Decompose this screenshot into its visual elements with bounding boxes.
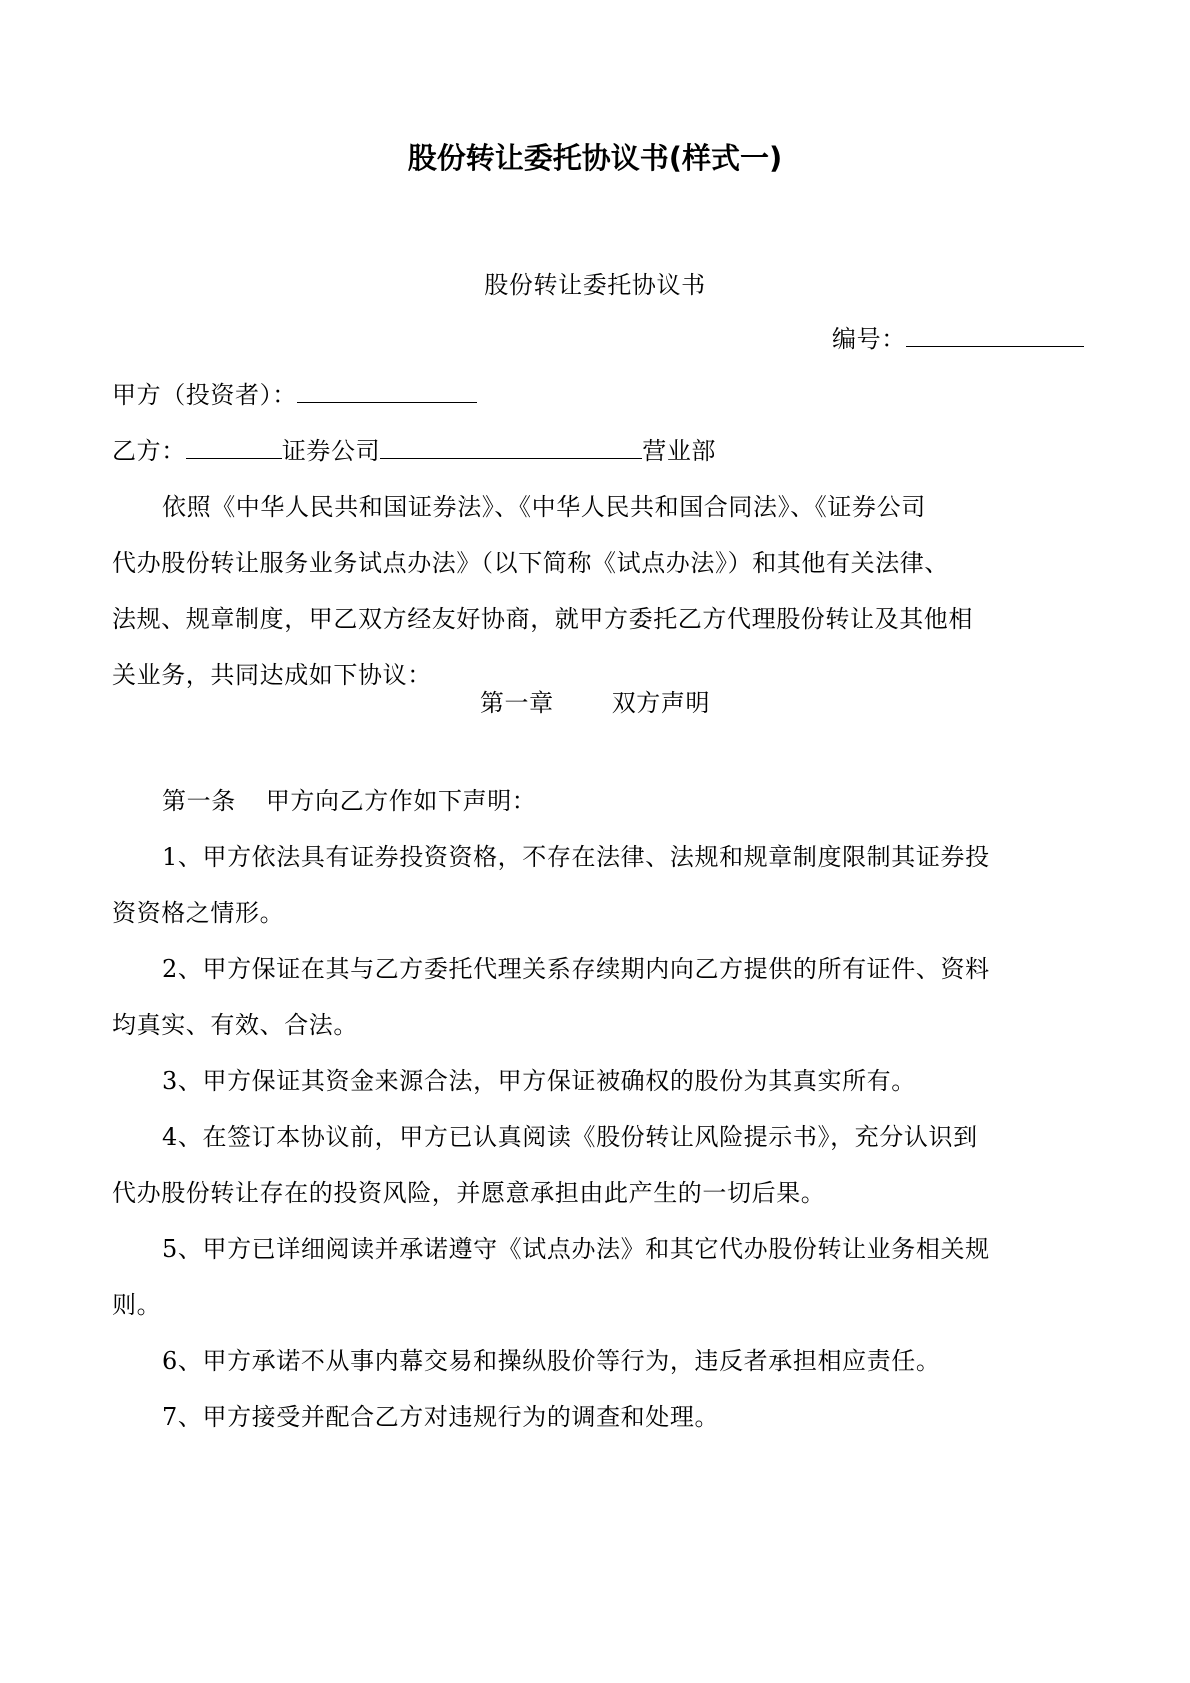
chapter-number: 第一章 [479,689,554,717]
preamble-line: 依照《中华人民共和国证券法》、《中华人民共和国合同法》、《证券公司 [162,493,926,521]
clause-line: 4、在签订本协议前，甲方已认真阅读《股份转让风险提示书》，充分认识到 [162,1123,978,1151]
party-a-label: 甲方（投资者）： [112,381,297,409]
party-b-line [112,434,716,468]
article-heading [162,784,536,818]
article-text: 甲方向乙方作如下声明： [265,787,537,815]
preamble-line: 代办股份转让服务业务试点办法》（以下简称《试点办法》）和其他有关法律、 [112,549,949,577]
clause-line: 均真实、有效、合法。 [112,1011,358,1039]
serial-number-line [832,322,1084,356]
clause-line: 代办股份转让存在的投资风险，并愿意承担由此产生的一切后果。 [112,1179,826,1207]
party-b-label: 乙方： [112,437,186,465]
party-b-company-blank[interactable] [186,434,282,459]
party-b-branch-label: 营业部 [642,437,717,465]
serial-label: 编号： [832,325,906,353]
clause-line: 2、甲方保证在其与乙方委托代理关系存续期内向乙方提供的所有证件、资料 [162,955,990,983]
document-subtitle: 股份转让委托协议书 [484,271,706,299]
party-b-branch-blank[interactable] [380,434,642,459]
clause-line: 3、甲方保证其资金来源合法，甲方保证被确权的股份为其真实所有。 [162,1067,916,1095]
document-title: 股份转让委托协议书(样式一) [407,141,783,175]
clause-line: 资资格之情形。 [112,899,285,927]
clause-line: 7、甲方接受并配合乙方对违规行为的调查和处理。 [162,1403,720,1431]
preamble-line: 法规、规章制度，甲乙双方经友好协商，就甲方委托乙方代理股份转让及其他相 [112,605,973,633]
article-number: 第一条 [162,787,236,815]
clause-line: 则。 [112,1291,162,1319]
party-a-line [112,378,477,412]
serial-number-blank[interactable] [906,322,1084,347]
chapter-heading [0,686,1190,720]
clause-line: 5、甲方已详细阅读并承诺遵守《试点办法》和其它代办股份转让业务相关规 [162,1235,990,1263]
party-a-blank[interactable] [297,378,477,403]
chapter-title: 双方声明 [611,689,711,717]
clause-line: 1、甲方依法具有证券投资资格，不存在法律、法规和规章制度限制其证券投 [162,843,990,871]
preamble-line: 关业务，共同达成如下协议： [112,661,432,689]
clause-line: 6、甲方承诺不从事内幕交易和操纵股价等行为，违反者承担相应责任。 [162,1347,941,1375]
party-b-company-label: 证券公司 [281,437,381,465]
